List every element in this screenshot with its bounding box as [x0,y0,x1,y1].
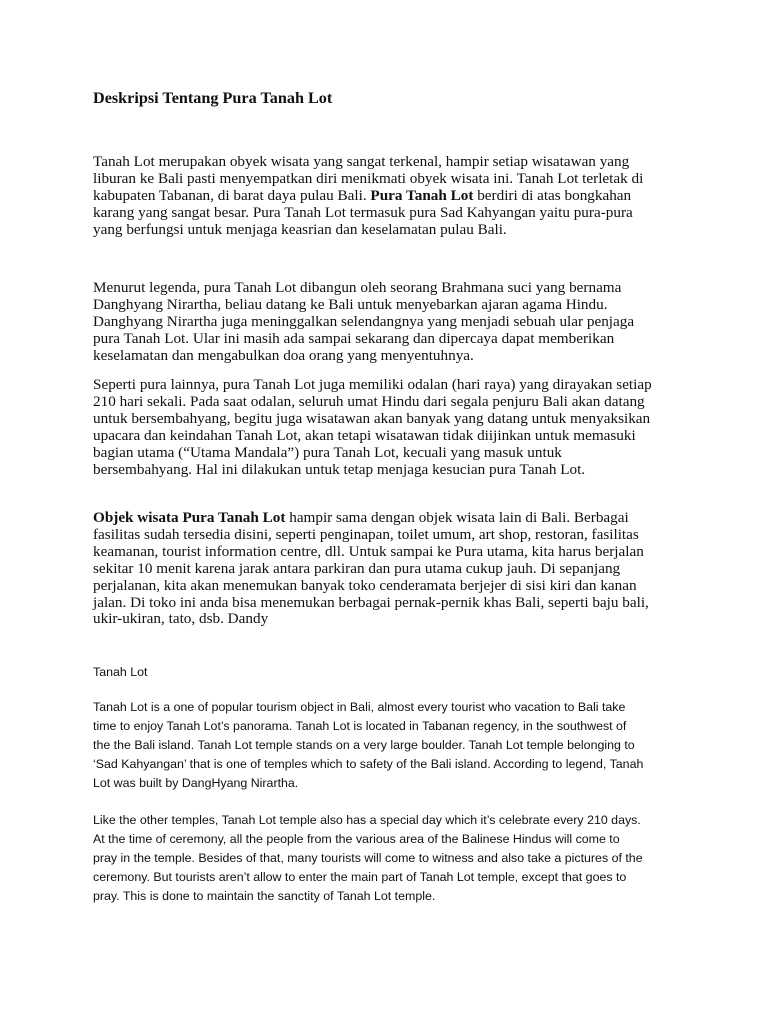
section-heading: Tanah Lot [93,665,148,679]
text-line [93,510,693,527]
text-line: Menurut legenda, pura Tanah Lot dibangun oleh seorang Brahmana suci yang bernama [93,279,622,296]
text-line: ‘Sad Kahyangan’ that is one of temples which to safety of the Bali island. According to legend, Tanah [93,756,644,771]
text-line: perjalanan, kita akan menemukan banyak toko cenderamata berjejer di sisi kiri dan kanan [93,576,637,594]
text-line: untuk bersembahyang, begitu juga wisatawan akan banyak yang datang untuk menyaksikan [93,409,651,427]
text-line: liburan ke Bali pasti menyempatkan diri menikmati obyek wisata ini. Tanah Lot terletak di [93,169,644,187]
text-line: ceremony. But tourists aren’t allow to enter the main part of Tanah Lot temple, except that goes to [93,869,627,884]
text-line: bersembahyang. Hal ini dilakukan untuk tetap menjaga kesucian pura Tanah Lot. [93,460,586,478]
english-heading [93,663,693,682]
paragraph-english-ceremony [93,811,693,906]
text-line: Lot was built by DangHyang Nirartha. [93,775,299,790]
text-line: keselamatan dan mengabulkan doa orang yang menyentuhnya. [93,346,474,364]
text-line: upacara dan keindahan Tanah Lot, akan tetapi wisatawan tidak diijinkan untuk memasuki [93,426,636,444]
text-line: pura Tanah Lot. Ular ini masih ada sampai sekarang dan dipercaya dapat memberikan [93,329,615,347]
text-line: pray in the temple. Besides of that, many tourists will come to witness and also take a pictures of the [93,850,643,865]
text-line: Tanah Lot merupakan obyek wisata yang sangat terkenal, hampir setiap wisatawan yang [93,153,630,170]
text-line: Danghyang Nirartha, beliau datang ke Bali untuk menyebarkan ajaran agama Hindu. [93,295,608,313]
text-line: fasilitas sudah tersedia disini, seperti penginapan, toilet umum, art shop, restoran, fasilitas [93,525,639,543]
text-line: the the Bali island. Tanah Lot temple stands on a very large boulder. Tanah Lot temple belonging to [93,737,635,752]
text-line: Danghyang Nirartha juga meninggalkan selendangnya yang menjadi sebuah ular penjaga [93,312,635,330]
text-line: Seperti pura lainnya, pura Tanah Lot juga memiliki odalan (hari raya) yang dirayakan setiap [93,376,652,393]
text-line: Like the other temples, Tanah Lot temple also has a special day which it’s celebrate every 210 days. [93,813,641,827]
text-run: berdiri di atas bongkahan [473,186,632,204]
text-run: hampir sama dengan objek wisata lain di Bali. Berbagai [285,509,629,526]
paragraph-intro [93,154,693,239]
text-line: bagian utama (“Utama Mandala”) pura Tanah Lot, kecuali yang masuk untuk [93,443,562,461]
text-line: ukir-ukiran, tato, dsb. Dandy [93,610,269,628]
text-line: time to enjoy Tanah Lot’s panorama. Tanah Lot is located in Tabanan regency, in the southwest of [93,718,627,733]
text-line: 210 hari sekali. Pada saat odalan, seluruh umat Hindu dari segala penjuru Bali akan datang [93,392,645,410]
text-line [93,188,693,205]
text-line: jalan. Di toko ini anda bisa menemukan berbagai pernak-pernik khas Bali, seperti baju bali, [93,593,649,611]
text-line: yang berfungsi untuk menjaga keasrian dan keselamatan pulau Bali. [93,220,507,238]
text-line: sekitar 10 menit karena jarak antara parkiran dan pura utama cukup jauh. Di sepanjang [93,559,621,577]
bold-term: Objek wisata Pura Tanah Lot [93,509,286,526]
paragraph-facilities [93,510,693,628]
text-line: keamanan, tourist information centre, dll. Untuk sampai ke Pura utama, kita harus berjalan [93,542,644,560]
paragraph-english-intro [93,698,693,793]
text-line: pray. This is done to maintain the sanctity of Tanah Lot temple. [93,888,436,903]
paragraph-odalan [93,377,693,478]
text-line: Tanah Lot is a one of popular tourism object in Bali, almost every tourist who vacation to Bali take [93,700,626,714]
document-title: Deskripsi Tentang Pura Tanah Lot [93,89,333,107]
text-line: karang yang sangat besar. Pura Tanah Lot termasuk pura Sad Kahyangan yaitu pura-pura [93,203,633,221]
paragraph-legend [93,280,693,365]
bold-term: Pura Tanah Lot [370,186,474,204]
text-run: kabupaten Tabanan, di barat daya pulau Bali. [93,186,367,204]
text-line: At the time of ceremony, all the people from the various area of the Balinese Hindus will come to [93,831,620,846]
